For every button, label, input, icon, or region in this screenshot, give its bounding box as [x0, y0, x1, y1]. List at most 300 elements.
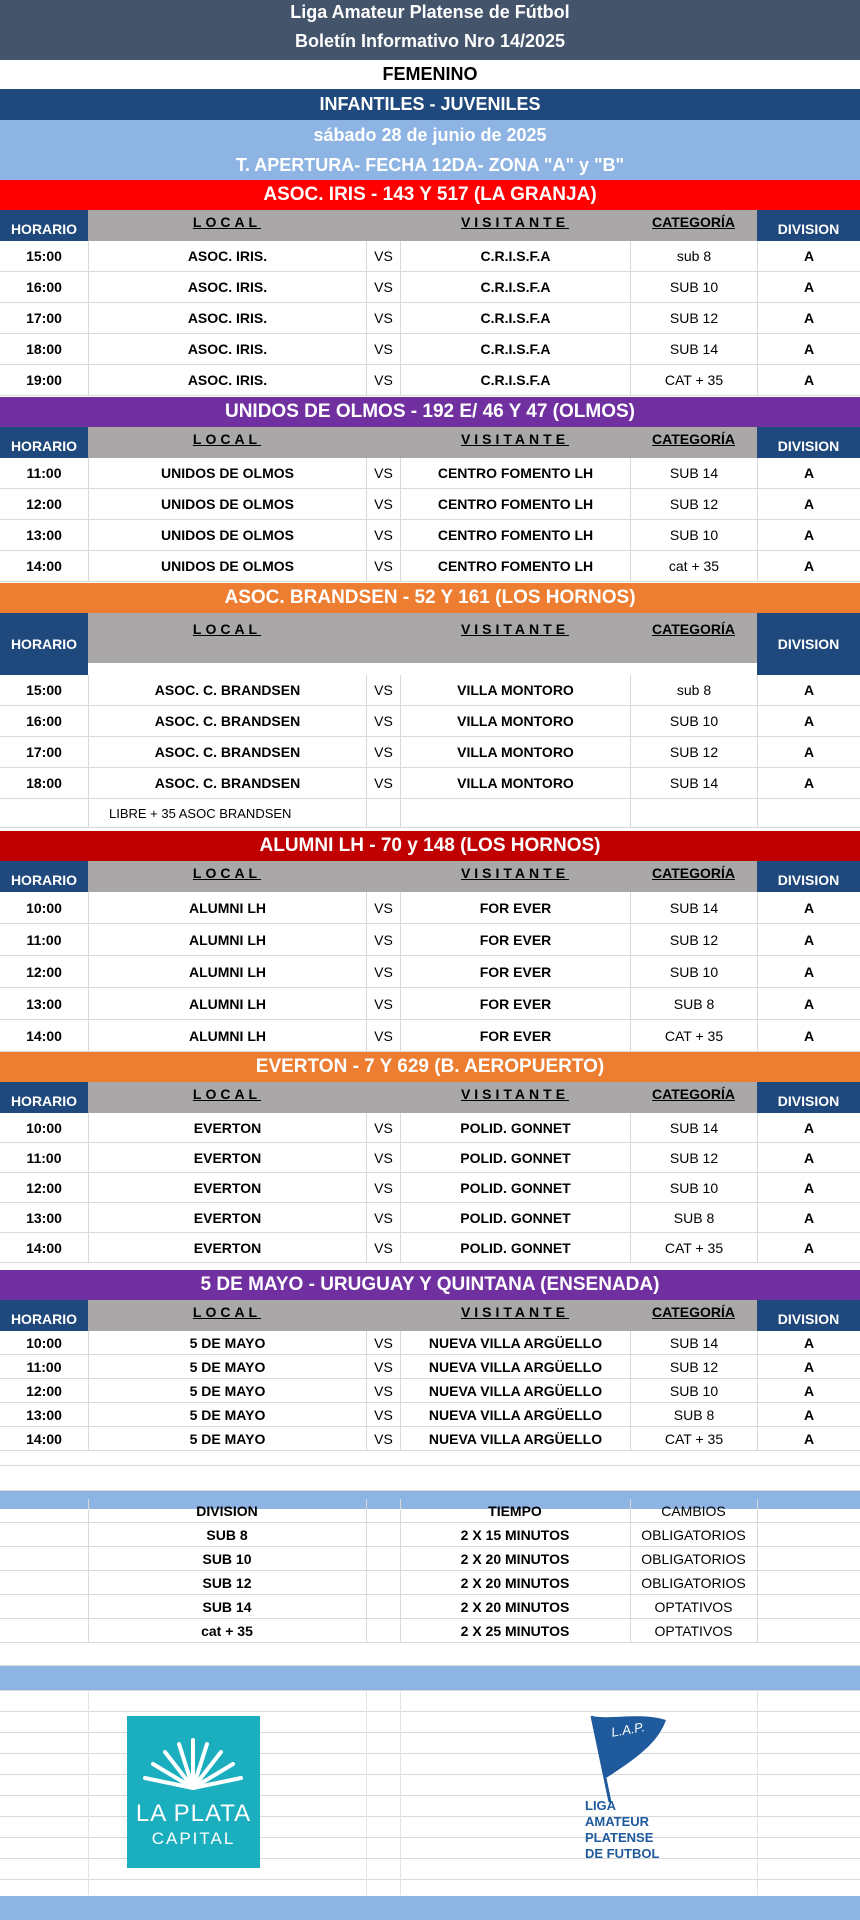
table-header	[0, 1300, 860, 1331]
match-category: SUB 10	[630, 706, 757, 736]
match-visitor-team: CENTRO FOMENTO LH	[400, 551, 630, 581]
match-local-team: ASOC. C. BRANDSEN	[88, 675, 366, 705]
match-division: A	[757, 489, 860, 519]
la-plata-capital-logo	[127, 1716, 260, 1868]
match-category: SUB 14	[630, 458, 757, 488]
match-row	[0, 768, 860, 799]
lap-text-line1: LIGA	[585, 1798, 617, 1813]
match-time: 11:00	[26, 931, 62, 948]
match-vs: VS	[366, 520, 400, 550]
header-category: CATEGORÍA	[652, 865, 735, 881]
header-division: DIVISION	[757, 427, 860, 458]
match-local-team: 5 DE MAYO	[88, 1355, 366, 1378]
match-visitor-team: C.R.I.S.F.A	[400, 303, 630, 333]
match-local-team: ALUMNI LH	[88, 892, 366, 923]
match-division: A	[757, 458, 860, 488]
grid-vline	[88, 1690, 89, 1895]
header-local: LOCAL	[192, 1304, 262, 1320]
match-category: CAT + 35	[630, 365, 757, 395]
match-time: 18:00	[26, 775, 62, 791]
header-division: DIVISION	[757, 1300, 860, 1331]
grid-vline	[366, 1523, 367, 1546]
match-vs: VS	[366, 489, 400, 519]
match-vs: VS	[366, 1203, 400, 1232]
match-division: A	[757, 303, 860, 333]
match-category: CAT + 35	[630, 1427, 757, 1450]
la-plata-text: LA PLATA	[135, 1800, 252, 1827]
match-vs: VS	[366, 1427, 400, 1450]
match-time: 13:00	[26, 995, 62, 1012]
match-visitor-team: NUEVA VILLA ARGÜELLO	[400, 1355, 630, 1378]
times-changes: OPTATIVOS	[654, 1598, 733, 1615]
match-division: A	[757, 520, 860, 550]
match-row	[0, 675, 860, 706]
match-time: 19:00	[26, 372, 62, 388]
grid-vline	[757, 1523, 758, 1546]
match-vs: VS	[366, 458, 400, 488]
header-visitor: VISITANTE	[460, 214, 570, 230]
league-title: Liga Amateur Platense de Fútbol	[290, 2, 570, 22]
match-division: A	[757, 1403, 860, 1426]
match-vs: VS	[366, 988, 400, 1019]
grid-vline	[366, 1595, 367, 1618]
division-group-label: INFANTILES - JUVENILES	[0, 89, 860, 120]
times-time: 2 X 25 MINUTOS	[460, 1622, 570, 1639]
match-time: 16:00	[26, 279, 62, 295]
times-changes: OBLIGATORIOS	[641, 1550, 746, 1567]
match-visitor-team: FOR EVER	[400, 924, 630, 955]
match-time: 14:00	[26, 1239, 62, 1256]
grid-vline	[366, 1571, 367, 1594]
match-row	[0, 520, 860, 551]
times-row	[0, 1571, 860, 1595]
times-changes: OBLIGATORIOS	[641, 1526, 746, 1543]
match-visitor-team: FOR EVER	[400, 892, 630, 923]
match-time: 13:00	[26, 527, 62, 543]
header-time: HORARIO	[0, 427, 88, 458]
match-vs: VS	[366, 1143, 400, 1172]
match-division: A	[757, 1379, 860, 1402]
match-vs: VS	[366, 1355, 400, 1378]
match-category: SUB 14	[630, 334, 757, 364]
match-division: A	[757, 1203, 860, 1232]
match-row	[0, 1355, 860, 1379]
times-division: DIVISION	[196, 1502, 258, 1519]
match-vs: VS	[366, 1173, 400, 1202]
match-division: A	[757, 365, 860, 395]
match-row	[0, 892, 860, 924]
times-time: 2 X 15 MINUTOS	[460, 1526, 570, 1543]
match-division: A	[757, 1355, 860, 1378]
venue-title: ALUMNI LH - 70 y 148 (LOS HORNOS)	[0, 831, 860, 861]
match-local-team: UNIDOS DE OLMOS	[88, 551, 366, 581]
times-time: 2 X 20 MINUTOS	[460, 1598, 570, 1615]
match-vs: VS	[366, 365, 400, 395]
match-category: SUB 8	[630, 1403, 757, 1426]
header-division: DIVISION	[757, 1082, 860, 1113]
match-time: 16:00	[26, 713, 62, 729]
date-label: sábado 28 de junio de 2025	[0, 120, 860, 150]
match-time: 11:00	[26, 1149, 62, 1166]
venue-title: ASOC. BRANDSEN - 52 Y 161 (LOS HORNOS)	[0, 583, 860, 613]
match-vs: VS	[366, 737, 400, 767]
match-time: 13:00	[26, 1209, 62, 1226]
match-visitor-team: POLID. GONNET	[400, 1203, 630, 1232]
match-row	[0, 303, 860, 334]
empty-cell	[757, 799, 860, 827]
match-category: SUB 12	[630, 489, 757, 519]
match-time: 17:00	[26, 744, 62, 760]
match-row	[0, 1173, 860, 1203]
grid-vline	[757, 1619, 758, 1642]
header-category: CATEGORÍA	[652, 1304, 735, 1320]
times-time: 2 X 20 MINUTOS	[460, 1574, 570, 1591]
times-changes: CAMBIOS	[661, 1502, 726, 1519]
match-row	[0, 551, 860, 582]
match-row	[0, 956, 860, 988]
match-row	[0, 1403, 860, 1427]
match-category: SUB 12	[630, 1143, 757, 1172]
match-division: A	[757, 988, 860, 1019]
match-vs: VS	[366, 303, 400, 333]
grid-line	[0, 1711, 860, 1712]
grid-vline	[757, 1547, 758, 1570]
match-category: SUB 12	[630, 737, 757, 767]
match-time: 13:00	[26, 1406, 62, 1423]
match-row	[0, 489, 860, 520]
match-vs: VS	[366, 1113, 400, 1142]
match-visitor-team: POLID. GONNET	[400, 1173, 630, 1202]
match-local-team: ASOC. IRIS.	[88, 303, 366, 333]
title-block	[0, 0, 860, 60]
match-category: SUB 14	[630, 892, 757, 923]
venue-title: EVERTON - 7 Y 629 (B. AEROPUERTO)	[0, 1052, 860, 1082]
match-division: A	[757, 1233, 860, 1262]
match-row	[0, 1203, 860, 1233]
match-local-team: ASOC. IRIS.	[88, 334, 366, 364]
match-row	[0, 1379, 860, 1403]
match-local-team: EVERTON	[88, 1143, 366, 1172]
match-category: SUB 10	[630, 520, 757, 550]
header-category: CATEGORÍA	[652, 431, 735, 447]
times-division: SUB 8	[206, 1526, 248, 1543]
grid-vline	[757, 1499, 758, 1522]
header-time: HORARIO	[0, 613, 88, 675]
empty-cell	[366, 799, 400, 827]
match-vs: VS	[366, 241, 400, 271]
match-visitor-team: CENTRO FOMENTO LH	[400, 458, 630, 488]
match-visitor-team: FOR EVER	[400, 988, 630, 1019]
match-time: 10:00	[26, 899, 62, 916]
header-visitor: VISITANTE	[460, 621, 570, 637]
match-division: A	[757, 334, 860, 364]
grid-vline	[366, 1690, 367, 1895]
empty-cell	[400, 799, 630, 827]
times-division: SUB 14	[202, 1598, 252, 1615]
grid-vline	[757, 1690, 758, 1895]
match-local-team: UNIDOS DE OLMOS	[88, 489, 366, 519]
match-visitor-team: CENTRO FOMENTO LH	[400, 520, 630, 550]
match-time: 12:00	[26, 1179, 62, 1196]
match-row	[0, 241, 860, 272]
match-row	[0, 458, 860, 489]
match-row	[0, 1233, 860, 1263]
match-row	[0, 924, 860, 956]
match-category: SUB 12	[630, 924, 757, 955]
grid-vline	[757, 1595, 758, 1618]
match-time: 11:00	[26, 1358, 62, 1375]
times-changes: OPTATIVOS	[654, 1622, 733, 1639]
match-local-team: 5 DE MAYO	[88, 1379, 366, 1402]
header-local: LOCAL	[192, 621, 262, 637]
match-visitor-team: CENTRO FOMENTO LH	[400, 489, 630, 519]
match-category: SUB 10	[630, 272, 757, 302]
grid-line	[0, 1690, 860, 1691]
times-row	[0, 1619, 860, 1643]
match-vs: VS	[366, 1331, 400, 1354]
header-time: HORARIO	[0, 1082, 88, 1113]
match-division: A	[757, 1427, 860, 1450]
match-time: 12:00	[26, 1382, 62, 1399]
footer-band	[0, 1896, 860, 1920]
match-row	[0, 988, 860, 1020]
match-category: SUB 14	[630, 768, 757, 798]
match-visitor-team: NUEVA VILLA ARGÜELLO	[400, 1379, 630, 1402]
match-visitor-team: C.R.I.S.F.A	[400, 334, 630, 364]
match-time: 14:00	[26, 1027, 62, 1044]
header-category: CATEGORÍA	[652, 621, 735, 637]
tournament-label: T. APERTURA- FECHA 12DA- ZONA "A" y "B"	[0, 150, 860, 180]
match-local-team: EVERTON	[88, 1113, 366, 1142]
match-local-team: ASOC. IRIS.	[88, 272, 366, 302]
match-local-team: UNIDOS DE OLMOS	[88, 520, 366, 550]
match-division: A	[757, 1113, 860, 1142]
lap-text-line3: PLATENSE	[585, 1830, 654, 1845]
match-time: 15:00	[26, 248, 62, 264]
match-local-team: 5 DE MAYO	[88, 1403, 366, 1426]
header-local: LOCAL	[192, 214, 262, 230]
lap-flag-text: L.A.P.	[610, 1719, 646, 1740]
times-time: TIEMPO	[488, 1502, 542, 1519]
header-time: HORARIO	[0, 1300, 88, 1331]
match-vs: VS	[366, 956, 400, 987]
match-visitor-team: FOR EVER	[400, 1020, 630, 1051]
lap-logo	[580, 1712, 690, 1872]
header-visitor: VISITANTE	[460, 1086, 570, 1102]
match-vs: VS	[366, 675, 400, 705]
match-row	[0, 365, 860, 396]
match-row	[0, 1020, 860, 1052]
match-division: A	[757, 551, 860, 581]
match-division: A	[757, 1020, 860, 1051]
header-category: CATEGORÍA	[652, 214, 735, 230]
separator-band	[0, 1666, 860, 1690]
match-visitor-team: VILLA MONTORO	[400, 737, 630, 767]
match-category: SUB 10	[630, 1173, 757, 1202]
match-division: A	[757, 737, 860, 767]
match-vs: VS	[366, 272, 400, 302]
header-local: LOCAL	[192, 1086, 262, 1102]
gender-label: FEMENINO	[0, 60, 860, 89]
match-local-team: ALUMNI LH	[88, 956, 366, 987]
match-time: 12:00	[26, 496, 62, 512]
match-visitor-team: POLID. GONNET	[400, 1113, 630, 1142]
match-vs: VS	[366, 1020, 400, 1051]
match-category: SUB 8	[630, 1203, 757, 1232]
match-local-team: ASOC. IRIS.	[88, 365, 366, 395]
match-local-team: 5 DE MAYO	[88, 1331, 366, 1354]
header-time: HORARIO	[0, 861, 88, 892]
header-visitor: VISITANTE	[460, 1304, 570, 1320]
match-time: 11:00	[26, 465, 62, 481]
match-division: A	[757, 768, 860, 798]
empty-cell	[630, 799, 757, 827]
grid-vline	[400, 1690, 401, 1895]
match-time: 18:00	[26, 341, 62, 357]
free-team-note: LIBRE + 35 ASOC BRANDSEN	[88, 799, 366, 827]
match-local-team: EVERTON	[88, 1173, 366, 1202]
match-row	[0, 1113, 860, 1143]
match-category: SUB 8	[630, 988, 757, 1019]
lap-text-line4: DE FUTBOL	[585, 1846, 660, 1861]
match-division: A	[757, 272, 860, 302]
match-local-team: ASOC. C. BRANDSEN	[88, 768, 366, 798]
header-division: DIVISION	[757, 861, 860, 892]
header-local: LOCAL	[192, 431, 262, 447]
bulletin-title: Boletín Informativo Nro 14/2025	[294, 31, 566, 51]
header-division: DIVISION	[757, 613, 860, 675]
match-vs: VS	[366, 1379, 400, 1402]
lap-text-line2: AMATEUR	[585, 1814, 650, 1829]
header-division: DIVISION	[757, 210, 860, 241]
header-category: CATEGORÍA	[652, 1086, 735, 1102]
match-visitor-team: C.R.I.S.F.A	[400, 365, 630, 395]
match-visitor-team: NUEVA VILLA ARGÜELLO	[400, 1403, 630, 1426]
match-visitor-team: VILLA MONTORO	[400, 675, 630, 705]
match-row	[0, 1427, 860, 1451]
match-local-team: UNIDOS DE OLMOS	[88, 458, 366, 488]
match-time: 15:00	[26, 682, 62, 698]
match-category: CAT + 35	[630, 1233, 757, 1262]
match-local-team: ALUMNI LH	[88, 988, 366, 1019]
match-visitor-team: FOR EVER	[400, 956, 630, 987]
match-category: sub 8	[630, 241, 757, 271]
header-visitor: VISITANTE	[460, 431, 570, 447]
match-row	[0, 1331, 860, 1355]
match-category: sub 8	[630, 675, 757, 705]
table-header	[0, 613, 860, 675]
match-vs: VS	[366, 334, 400, 364]
match-time: 10:00	[26, 1119, 62, 1136]
match-vs: VS	[366, 551, 400, 581]
match-time: 14:00	[26, 558, 62, 574]
match-time: 17:00	[26, 310, 62, 326]
match-division: A	[757, 241, 860, 271]
match-local-team: 5 DE MAYO	[88, 1427, 366, 1450]
match-time: 10:00	[26, 1334, 62, 1351]
match-vs: VS	[366, 706, 400, 736]
match-row	[0, 334, 860, 365]
match-division: A	[757, 924, 860, 955]
match-visitor-team: VILLA MONTORO	[400, 768, 630, 798]
header-visitor: VISITANTE	[460, 865, 570, 881]
times-time: 2 X 20 MINUTOS	[460, 1550, 570, 1567]
table-header	[0, 1082, 860, 1113]
match-local-team: ALUMNI LH	[88, 924, 366, 955]
match-local-team: EVERTON	[88, 1233, 366, 1262]
match-category: SUB 12	[630, 1355, 757, 1378]
match-division: A	[757, 1173, 860, 1202]
match-visitor-team: POLID. GONNET	[400, 1233, 630, 1262]
match-visitor-team: C.R.I.S.F.A	[400, 241, 630, 271]
match-time: 12:00	[26, 963, 62, 980]
match-visitor-team: NUEVA VILLA ARGÜELLO	[400, 1331, 630, 1354]
match-row	[0, 706, 860, 737]
match-category: SUB 10	[630, 1379, 757, 1402]
match-row	[0, 272, 860, 303]
times-division: SUB 10	[202, 1550, 252, 1567]
grid-vline	[757, 1571, 758, 1594]
times-division: SUB 12	[202, 1574, 252, 1591]
note-row	[0, 799, 860, 828]
match-category: SUB 10	[630, 956, 757, 987]
times-division: cat + 35	[201, 1622, 253, 1639]
match-category: CAT + 35	[630, 1020, 757, 1051]
match-vs: VS	[366, 892, 400, 923]
venue-title: 5 DE MAYO - URUGUAY Y QUINTANA (ENSENADA)	[0, 1270, 860, 1300]
grid-vline	[366, 1619, 367, 1642]
match-row	[0, 737, 860, 768]
match-division: A	[757, 1143, 860, 1172]
venue-title: UNIDOS DE OLMOS - 192 E/ 46 Y 47 (OLMOS)	[0, 397, 860, 427]
times-row	[0, 1547, 860, 1571]
match-local-team: ALUMNI LH	[88, 1020, 366, 1051]
sunburst-icon	[127, 1726, 260, 1806]
match-vs: VS	[366, 924, 400, 955]
match-division: A	[757, 956, 860, 987]
match-category: SUB 14	[630, 1331, 757, 1354]
table-header	[0, 427, 860, 458]
times-header	[0, 1499, 860, 1523]
match-division: A	[757, 706, 860, 736]
capital-text: CAPITAL	[151, 1829, 236, 1848]
grid-vline	[366, 1499, 367, 1522]
times-row	[0, 1523, 860, 1547]
match-local-team: ASOC. C. BRANDSEN	[88, 706, 366, 736]
match-local-team: EVERTON	[88, 1203, 366, 1232]
header-time: HORARIO	[0, 210, 88, 241]
match-vs: VS	[366, 1233, 400, 1262]
match-vs: VS	[366, 768, 400, 798]
match-row	[0, 1143, 860, 1173]
times-row	[0, 1595, 860, 1619]
grid-line	[0, 1879, 860, 1880]
match-division: A	[757, 675, 860, 705]
grid-line	[0, 1465, 860, 1466]
match-time: 14:00	[26, 1430, 62, 1447]
table-header	[0, 210, 860, 241]
match-division: A	[757, 1331, 860, 1354]
table-header	[0, 861, 860, 892]
match-visitor-team: VILLA MONTORO	[400, 706, 630, 736]
grid-vline	[366, 1547, 367, 1570]
match-visitor-team: POLID. GONNET	[400, 1143, 630, 1172]
times-changes: OBLIGATORIOS	[641, 1574, 746, 1591]
match-visitor-team: C.R.I.S.F.A	[400, 272, 630, 302]
match-local-team: ASOC. IRIS.	[88, 241, 366, 271]
venue-title: ASOC. IRIS - 143 Y 517 (LA GRANJA)	[0, 180, 860, 210]
header-local: LOCAL	[192, 865, 262, 881]
